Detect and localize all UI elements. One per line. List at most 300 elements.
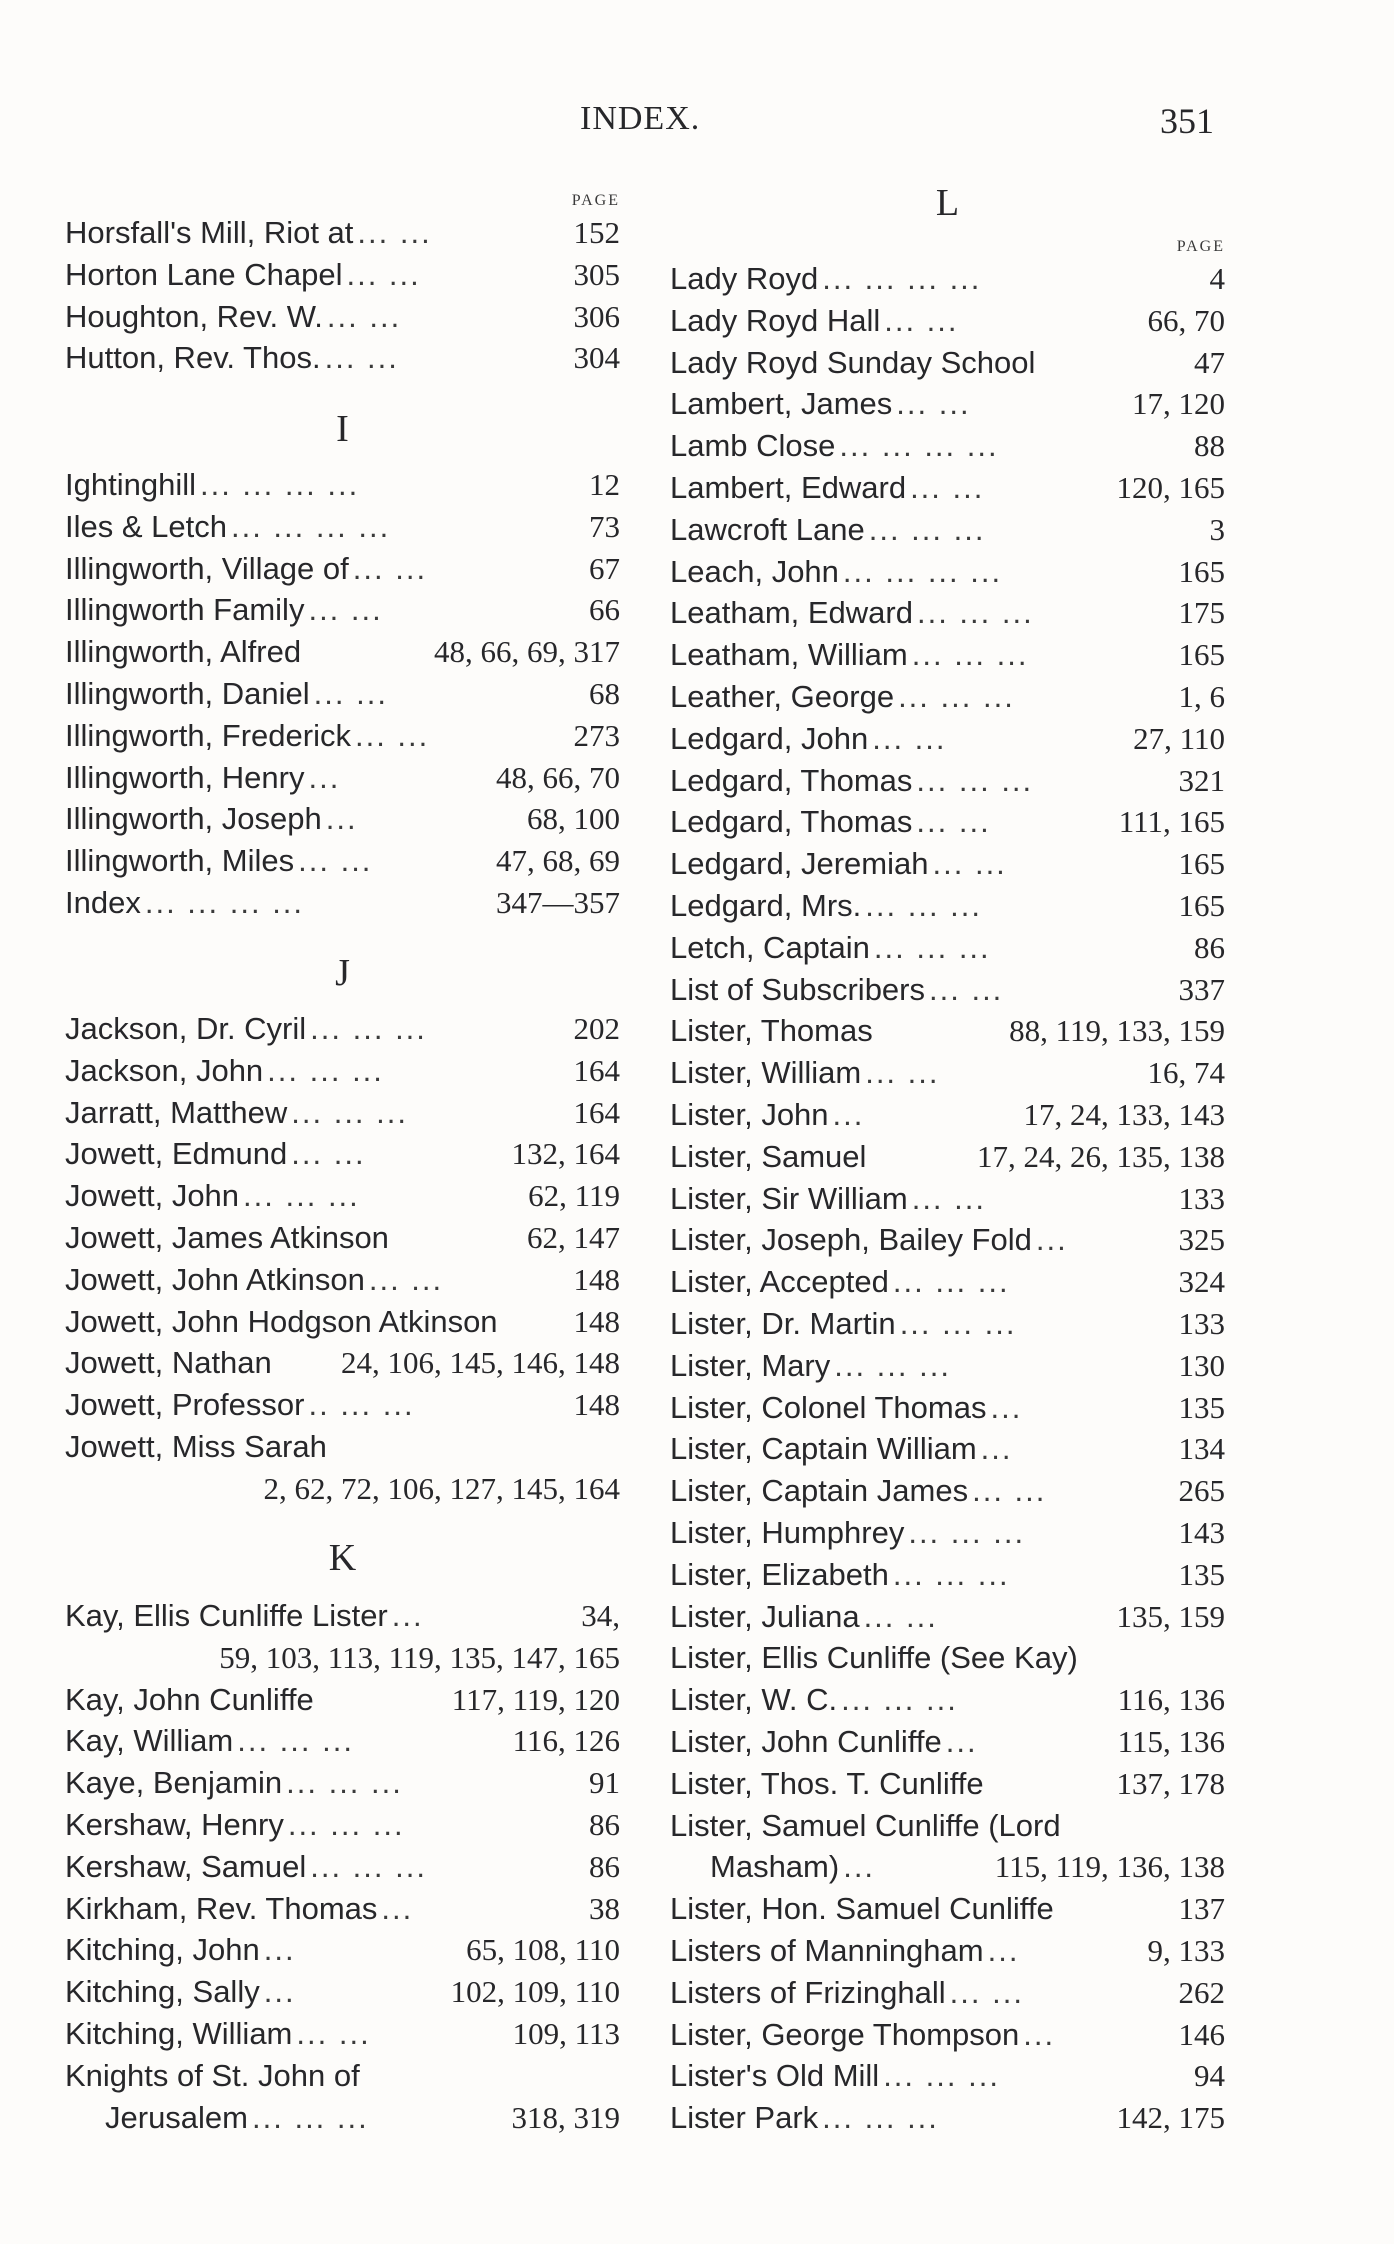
section-letter: K — [328, 1537, 357, 1579]
entry-pages: 137, 178 — [1116, 1766, 1225, 1801]
entry-name: Ledgard, Thomas — [670, 804, 913, 839]
entry-pages: 115, 136 — [1117, 1724, 1225, 1759]
entry-pages: 135, 159 — [1116, 1599, 1225, 1634]
entry-leader-dots: ... ... — [896, 386, 971, 421]
page-number: 351 — [1160, 101, 1214, 141]
entry-name: Illingworth Family — [65, 592, 305, 627]
index-entry — [670, 1094, 1225, 1136]
entry-name: Kitching, William — [65, 2016, 293, 2051]
entry-leader-dots: ... ... ... — [908, 1515, 1026, 1550]
entry-pages: 318, 319 — [511, 2100, 620, 2135]
entry-name: Illingworth, Joseph — [65, 801, 322, 836]
entry-name: Kaye, Benjamin — [65, 1765, 283, 1800]
entry-name: Jowett, Miss Sarah — [65, 1429, 327, 1464]
entry-name: Lister Park — [670, 2100, 819, 2135]
entry-leader-dots: ... ... — [357, 215, 432, 250]
entry-leader-dots: ... ... ... — [873, 930, 991, 965]
index-entry — [65, 1468, 620, 1510]
entry-pages: 116, 136 — [1117, 1682, 1225, 1717]
entry-pages: 16, 74 — [1147, 1055, 1225, 1090]
entry-pages: 88 — [1194, 428, 1225, 463]
index-entry — [65, 589, 620, 631]
entry-name: Lister, Ellis Cunliffe (See Kay) — [670, 1640, 1078, 1675]
entry-pages: 325 — [1178, 1222, 1225, 1257]
entry-name: Kay, John Cunliffe — [65, 1682, 314, 1717]
index-entry — [65, 882, 620, 924]
entry-pages: 273 — [573, 718, 620, 753]
index-entry — [670, 1721, 1225, 1763]
index-entry — [670, 258, 1225, 300]
entry-pages: 66 — [589, 592, 620, 627]
entry-pages: 86 — [589, 1807, 620, 1842]
entry-leader-dots: ... ... ... — [287, 1807, 405, 1842]
index-entry — [670, 1805, 1225, 1847]
index-entry — [65, 1092, 620, 1134]
index-entry — [670, 342, 1225, 384]
entry-pages: 3 — [1209, 512, 1225, 547]
index-entry — [65, 1971, 620, 2013]
index-entry — [65, 715, 620, 757]
entry-name: Jowett, Professor — [65, 1387, 305, 1422]
entry-leader-dots: ... ... ... — [865, 888, 983, 923]
entry-name: Lady Royd — [670, 261, 819, 296]
entry-name: Letch, Captain — [670, 930, 870, 965]
entry-pages: 135 — [1178, 1557, 1225, 1592]
running-title: INDEX. — [580, 100, 701, 137]
entry-name: Lambert, James — [670, 386, 893, 421]
entry-pages: 94 — [1194, 2058, 1225, 2093]
index-entry — [65, 1720, 620, 1762]
index-entry — [65, 1008, 620, 1050]
entry-name: Leather, George — [670, 679, 895, 714]
entry-name: Jerusalem — [105, 2100, 248, 2135]
entry-name: Kirkham, Rev. Thomas — [65, 1891, 378, 1926]
entry-pages: 133 — [1178, 1181, 1225, 1216]
entry-name: Lister, Captain James — [670, 1473, 969, 1508]
entry-pages: 4 — [1209, 261, 1225, 296]
index-entry — [670, 1261, 1225, 1303]
entry-name: Kay, Ellis Cunliffe Lister — [65, 1598, 388, 1633]
index-entry — [670, 1345, 1225, 1387]
index-entry — [65, 254, 620, 296]
entry-pages: 86 — [1194, 930, 1225, 965]
entry-leader-dots: ... ... ... ... — [199, 467, 360, 502]
index-entry — [65, 1929, 620, 1971]
entry-name: Lister, Thomas — [670, 1013, 873, 1048]
index-entry — [65, 337, 620, 379]
index-entry — [65, 1804, 620, 1846]
index-entry — [670, 718, 1225, 760]
entry-leader-dots: ... ... ... ... — [822, 261, 982, 296]
index-entry — [670, 1219, 1225, 1261]
entry-pages: 337 — [1178, 972, 1225, 1007]
index-entry — [670, 1178, 1225, 1220]
entry-pages: 164 — [573, 1095, 620, 1130]
entry-name: Leatham, Edward — [670, 595, 913, 630]
entry-leader-dots: ... ... ... — [916, 763, 1034, 798]
entry-name: Lister, Captain William — [670, 1431, 977, 1466]
entry-name: Iles & Letch — [65, 509, 227, 544]
entry-pages: 175 — [1178, 595, 1225, 630]
index-entry — [670, 425, 1225, 467]
entry-name: Jowett, Edmund — [65, 1136, 288, 1171]
entry-leader-dots: ... ... — [368, 1262, 444, 1297]
entry-leader-dots: ... ... ... — [841, 1682, 958, 1717]
entry-name: Index — [65, 885, 141, 920]
index-entry — [670, 969, 1225, 1011]
entry-name: Ledgard, John — [670, 721, 869, 756]
entry-name: Lister, Mary — [670, 1348, 831, 1383]
entry-name: Ledgard, Thomas — [670, 763, 913, 798]
index-entry — [65, 1384, 620, 1426]
entry-leader-dots: ... ... — [352, 551, 428, 586]
entry-pages: 109, 113 — [512, 2016, 620, 2051]
entry-pages: 148 — [573, 1262, 620, 1297]
entry-name: Listers of Frizinghall — [670, 1975, 946, 2010]
entry-name: Ledgard, Mrs. — [670, 888, 862, 923]
entry-pages: 68 — [589, 676, 620, 711]
entry-pages: 130 — [1178, 1348, 1225, 1383]
entry-name: Kitching, Sally — [65, 1974, 260, 2009]
index-entry — [65, 1259, 620, 1301]
page-column-heading: PAGE — [1176, 238, 1225, 255]
entry-pages: 306 — [573, 299, 620, 334]
index-entry — [670, 2097, 1225, 2139]
entry-leader-dots: ... — [391, 1598, 424, 1633]
entry-name: Lister, Samuel — [670, 1139, 867, 1174]
entry-leader-dots: ... — [381, 1891, 414, 1926]
entry-name: Kershaw, Samuel — [65, 1849, 307, 1884]
index-entry — [65, 548, 620, 590]
entry-name: Horsfall's Mill, Riot at — [65, 215, 354, 250]
entry-pages: 305 — [573, 257, 620, 292]
entry-leader-dots: ... ... ... ... — [839, 428, 999, 463]
entry-name: Jowett, John Atkinson — [65, 1262, 365, 1297]
entry-name: Lister, Hon. Samuel Cunliffe — [670, 1891, 1054, 1926]
entry-name: Leatham, William — [670, 637, 908, 672]
entry-leader-dots: ... ... ... — [237, 1723, 354, 1758]
entry-pages: 88, 119, 133, 159 — [1009, 1013, 1225, 1048]
index-entry — [670, 1637, 1225, 1679]
entry-name: Lister, John — [670, 1097, 829, 1132]
index-entry — [670, 927, 1225, 969]
index-entry — [670, 1512, 1225, 1554]
entry-pages: 116, 126 — [512, 1723, 620, 1758]
entry-pages: 9, 133 — [1147, 1933, 1225, 1968]
index-entry — [65, 2055, 620, 2097]
entry-leader-dots: ... ... — [863, 1599, 938, 1634]
entry-name: Lister, William — [670, 1055, 862, 1090]
section-letter: I — [336, 408, 349, 450]
index-entry — [670, 1972, 1225, 2014]
entry-name: Lawcroft Lane — [670, 512, 865, 547]
index-entry — [670, 1679, 1225, 1721]
entry-name: Lady Royd Sunday School — [670, 345, 1036, 380]
entry-leader-dots: ... — [1023, 2017, 1056, 2052]
entry-name: Lister's Old Mill — [670, 2058, 880, 2093]
index-entry — [670, 551, 1225, 593]
entry-leader-dots: ... — [832, 1097, 865, 1132]
entry-name: Lister, Samuel Cunliffe (Lord — [670, 1808, 1061, 1843]
index-entry — [670, 1596, 1225, 1638]
entry-pages: 137 — [1178, 1891, 1225, 1926]
entry-leader-dots: ... ... — [326, 299, 402, 334]
entry-pages: 47, 68, 69 — [496, 843, 620, 878]
entry-leader-dots: ... ... ... — [243, 1178, 360, 1213]
entry-pages: 48, 66, 69, 317 — [434, 634, 620, 669]
entry-pages: 1, 6 — [1178, 679, 1225, 714]
entry-name: Lister, Joseph, Bailey Fold — [670, 1222, 1032, 1257]
entry-name: Lamb Close — [670, 428, 836, 463]
entry-name: Masham) — [710, 1849, 840, 1884]
entry-leader-dots: ... ... ... — [911, 637, 1029, 672]
entry-pages: 321 — [1178, 763, 1225, 798]
entry-name: Kay, William — [65, 1723, 234, 1758]
entry-name: Ightinghill — [65, 467, 196, 502]
entry-pages: 48, 66, 70 — [496, 760, 620, 795]
index-entry — [65, 1595, 620, 1637]
index-entry — [65, 1679, 620, 1721]
index-entry — [670, 300, 1225, 342]
entry-leader-dots: ... ... ... — [310, 1011, 427, 1046]
index-entry — [65, 1762, 620, 1804]
entry-name: Jowett, James Atkinson — [65, 1220, 389, 1255]
entry-name: Lister, W. C. — [670, 1682, 838, 1717]
entry-pages: 120, 165 — [1116, 470, 1225, 505]
entry-leader-dots: ... ... — [916, 804, 991, 839]
entry-leader-dots: ... ... ... — [892, 1557, 1010, 1592]
entry-name: Jowett, John — [65, 1178, 240, 1213]
entry-name: Listers of Manningham — [670, 1933, 984, 1968]
index-entry — [65, 631, 620, 673]
entry-leader-dots: ... ... — [884, 303, 959, 338]
entry-leader-dots: ... ... — [865, 1055, 940, 1090]
entry-name: Lister, Humphrey — [670, 1515, 905, 1550]
entry-pages: 165 — [1178, 888, 1225, 923]
entry-pages: 73 — [589, 509, 620, 544]
entry-name: List of Subscribers — [670, 972, 925, 1007]
entry-name: Knights of St. John of — [65, 2058, 360, 2093]
index-entry — [670, 1303, 1225, 1345]
entry-leader-dots: ... ... — [296, 2016, 371, 2051]
index-entry — [65, 1426, 620, 1468]
entry-leader-dots: ... ... — [929, 972, 1004, 1007]
entry-pages: 17, 24, 26, 135, 138 — [977, 1139, 1225, 1174]
entry-leader-dots: ... ... — [932, 846, 1007, 881]
entry-leader-dots: ... ... ... — [892, 1264, 1010, 1299]
index-entry — [670, 2055, 1225, 2097]
entry-name: Lister, John Cunliffe — [670, 1724, 942, 1759]
index-entry — [670, 1052, 1225, 1094]
entry-name: Lister, Colonel Thomas — [670, 1390, 987, 1425]
index-entry — [65, 1133, 620, 1175]
entry-name: Leach, John — [670, 554, 839, 589]
entry-leader-dots: ... — [1035, 1222, 1068, 1257]
index-entry — [65, 1342, 620, 1384]
index-entry — [670, 801, 1225, 843]
index-entry — [670, 1554, 1225, 1596]
entry-pages: 146 — [1178, 2017, 1225, 2052]
index-entry — [670, 1136, 1225, 1178]
entry-leader-dots: ... ... ... — [883, 2058, 1000, 2093]
entry-leader-dots: ... ... ... — [267, 1053, 384, 1088]
index-entry — [65, 1846, 620, 1888]
index-entry — [65, 506, 620, 548]
index-entry — [65, 1888, 620, 1930]
entry-leader-dots: ... ... — [308, 592, 383, 627]
entry-leader-dots: ... ... ... — [834, 1348, 951, 1383]
index-entry — [670, 1470, 1225, 1512]
entry-name: Horton Lane Chapel — [65, 257, 343, 292]
entry-leader-dots: ... — [980, 1431, 1013, 1466]
entry-leader-dots: ... ... ... — [310, 1849, 427, 1884]
entry-pages: 59, 103, 113, 119, 135, 147, 165 — [219, 1640, 620, 1675]
entry-name: Lister, Elizabeth — [670, 1557, 889, 1592]
entry-leader-dots: ... — [308, 760, 341, 795]
entry-pages: 132, 164 — [511, 1136, 620, 1171]
index-entry — [65, 673, 620, 715]
index-entry — [65, 212, 620, 254]
entry-pages: 165 — [1178, 554, 1225, 589]
entry-name: Lister, George Thompson — [670, 2017, 1020, 2052]
entry-leader-dots: ... ... — [872, 721, 947, 756]
index-entry — [670, 885, 1225, 927]
entry-pages: 347—357 — [496, 885, 620, 920]
entry-leader-dots: ... ... ... — [899, 1306, 1017, 1341]
index-entry — [65, 757, 620, 799]
section-letter: J — [335, 952, 350, 994]
entry-pages: 135 — [1178, 1390, 1225, 1425]
entry-pages: 62, 119 — [528, 1178, 620, 1213]
entry-pages: 102, 109, 110 — [450, 1974, 620, 2009]
index-entry — [670, 592, 1225, 634]
entry-pages: 133 — [1178, 1306, 1225, 1341]
index-entry — [670, 2014, 1225, 2056]
entry-pages: 143 — [1178, 1515, 1225, 1550]
index-entry — [65, 2013, 620, 2055]
entry-name: Illingworth, Daniel — [65, 676, 310, 711]
entry-pages: 38 — [589, 1891, 620, 1926]
entry-leader-dots: ... ... — [972, 1473, 1047, 1508]
section-letter: L — [935, 182, 960, 224]
entry-leader-dots: ... ... ... — [916, 595, 1034, 630]
entry-pages: 67 — [589, 551, 620, 586]
entry-leader-dots: .. ... ... — [308, 1387, 415, 1422]
entry-leader-dots: ... ... — [354, 718, 430, 753]
entry-pages: 65, 108, 110 — [466, 1932, 620, 1967]
entry-name: Lister, Thos. T. Cunliffe — [670, 1766, 984, 1801]
entry-leader-dots: ... ... — [911, 1181, 986, 1216]
entry-leader-dots: ... ... ... ... — [144, 885, 305, 920]
entry-pages: 134 — [1178, 1431, 1225, 1466]
entry-pages: 24, 106, 145, 146, 148 — [341, 1345, 620, 1380]
entry-name: Lister, Dr. Martin — [670, 1306, 896, 1341]
index-entry — [65, 1301, 620, 1343]
entry-name: Ledgard, Jeremiah — [670, 846, 929, 881]
index-entry — [670, 1010, 1225, 1052]
index-entry — [670, 509, 1225, 551]
entry-leader-dots: ... — [263, 1974, 296, 2009]
entry-name: Jarratt, Matthew — [65, 1095, 288, 1130]
entry-name: Jackson, Dr. Cyril — [65, 1011, 307, 1046]
entry-pages: 91 — [589, 1765, 620, 1800]
entry-name: Lister, Accepted — [670, 1264, 889, 1299]
entry-leader-dots: ... ... ... — [822, 2100, 939, 2135]
entry-pages: 165 — [1178, 846, 1225, 881]
entry-pages: 165 — [1178, 637, 1225, 672]
entry-name: Lister, Sir William — [670, 1181, 908, 1216]
entry-pages: 66, 70 — [1147, 303, 1225, 338]
entry-pages: 115, 119, 136, 138 — [994, 1849, 1225, 1884]
index-entry — [670, 760, 1225, 802]
entry-name: Illingworth, Frederick — [65, 718, 351, 753]
entry-pages: 86 — [589, 1849, 620, 1884]
entry-name: Jowett, Nathan — [65, 1345, 272, 1380]
entry-name: Illingworth, Village of — [65, 551, 349, 586]
entry-pages: 17, 120 — [1132, 386, 1225, 421]
index-entry — [65, 840, 620, 882]
entry-pages: 27, 110 — [1133, 721, 1225, 756]
entry-leader-dots: ... ... — [346, 257, 421, 292]
entry-pages: 34, — [581, 1598, 620, 1633]
index-entry — [65, 798, 620, 840]
entry-leader-dots: ... ... — [910, 470, 985, 505]
entry-pages: 148 — [573, 1387, 620, 1422]
entry-leader-dots: ... — [945, 1724, 978, 1759]
entry-name: Illingworth, Miles — [65, 843, 295, 878]
entry-name: Hutton, Rev. Thos. — [65, 340, 321, 375]
entry-leader-dots: ... ... ... — [286, 1765, 403, 1800]
index-entry — [65, 2097, 620, 2139]
entry-pages: 142, 175 — [1116, 2100, 1225, 2135]
page-header — [0, 100, 1394, 150]
entry-name: Lambert, Edward — [670, 470, 907, 505]
index-entry — [670, 1930, 1225, 1972]
index-entry — [670, 1763, 1225, 1805]
entry-leader-dots: ... — [263, 1932, 296, 1967]
entry-pages: 304 — [573, 340, 620, 375]
entry-leader-dots: ... — [990, 1390, 1023, 1425]
entry-name: Jackson, John — [65, 1053, 264, 1088]
entry-pages: 17, 24, 133, 143 — [1023, 1097, 1225, 1132]
entry-name: Illingworth, Alfred — [65, 634, 302, 669]
index-entry — [670, 1846, 1225, 1888]
page-column-heading: PAGE — [571, 192, 620, 209]
entry-leader-dots: ... — [843, 1849, 876, 1884]
entry-name: Lister, Juliana — [670, 1599, 860, 1634]
entry-leader-dots: ... ... ... — [252, 2100, 369, 2135]
index-entry — [670, 634, 1225, 676]
entry-name: Kitching, John — [65, 1932, 260, 1967]
entry-leader-dots: ... ... ... ... — [842, 554, 1003, 589]
entry-pages: 68, 100 — [527, 801, 620, 836]
entry-leader-dots: ... ... ... — [898, 679, 1015, 714]
entry-pages: 324 — [1178, 1264, 1225, 1299]
index-entry — [670, 467, 1225, 509]
entry-name: Jowett, John Hodgson Atkinson — [65, 1304, 498, 1339]
entry-pages: 265 — [1178, 1473, 1225, 1508]
entry-leader-dots: ... ... ... ... — [230, 509, 391, 544]
entry-pages: 47 — [1194, 345, 1225, 380]
index-entry — [65, 296, 620, 338]
entry-leader-dots: ... ... ... — [868, 512, 986, 547]
entry-pages: 12 — [589, 467, 620, 502]
entry-pages: 262 — [1178, 1975, 1225, 2010]
index-entry — [65, 1637, 620, 1679]
index-entry — [670, 1387, 1225, 1429]
entry-leader-dots: ... — [325, 801, 358, 836]
entry-leader-dots: ... — [987, 1933, 1020, 1968]
